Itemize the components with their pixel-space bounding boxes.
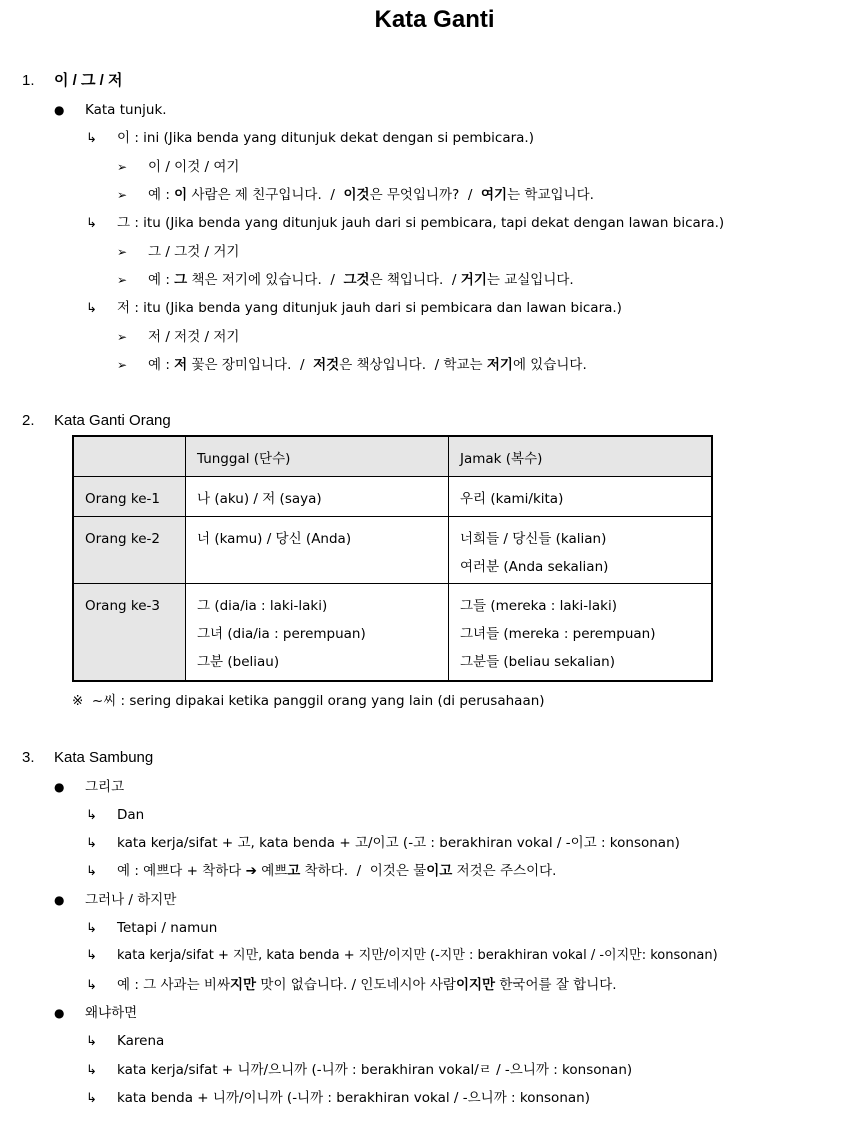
conjunction-title: 왜냐하면	[85, 1005, 138, 1021]
bold-word: 이	[174, 187, 188, 203]
page-title: Kata Ganti	[374, 6, 495, 33]
sub-item-example	[86, 862, 556, 881]
down-right-arrow-icon: ↳	[86, 1063, 97, 1078]
table-row	[73, 517, 712, 584]
example-text: 은 책입니다. /	[369, 272, 461, 288]
arrowhead-icon: ➢	[117, 273, 128, 287]
forms-text: 그 / 그것 / 거기	[148, 244, 240, 260]
bold-word: 고	[287, 863, 301, 879]
cell-line: 너 (kamu) / 당신 (Anda)	[197, 531, 352, 547]
arrowhead-icon: ➢	[117, 330, 128, 344]
example-text: 착하다. / 이것은 물	[300, 863, 427, 879]
arrow-item-example	[117, 271, 574, 289]
conjunction-group	[54, 891, 176, 909]
bold-word: 이지만	[455, 977, 496, 993]
down-right-arrow-icon: ↳	[86, 216, 97, 231]
bold-word: 저기	[486, 357, 513, 373]
down-right-arrow-icon: ↳	[86, 864, 97, 879]
section-title: 이 / 그 / 저	[54, 72, 123, 89]
sub-item-text: kata kerja/sifat + 지만, kata benda + 지만/이지만 (-지만 : berakhiran vokal / -이지만: konsonan)	[117, 948, 718, 963]
bold-word: 저것	[313, 357, 340, 373]
forms-text: 저 / 저것 / 저기	[148, 329, 240, 345]
cell-line: 그 (dia/ia : laki-laki)	[197, 598, 328, 614]
section-number: 2.	[22, 412, 35, 429]
table-cell	[186, 584, 449, 682]
example-text: 꽃은 장미입니다. /	[187, 357, 314, 373]
arrowhead-icon: ➢	[117, 245, 128, 259]
example-prefix: 예 :	[148, 187, 175, 203]
sub-item-example	[86, 976, 617, 995]
section-3-heading	[22, 749, 153, 767]
arrow-item-example	[117, 356, 587, 374]
bold-word: 거기	[460, 272, 487, 288]
cell-line: 우리 (kami/kita)	[460, 491, 564, 507]
conjunction-group	[54, 778, 124, 796]
example-text: 예 : 그 사과는 비싸	[117, 977, 231, 993]
section-title: Kata Ganti Orang	[54, 412, 171, 429]
bold-word: 지만	[230, 977, 257, 993]
table-cell	[449, 584, 713, 682]
cell-line: 너희들 / 당신들 (kalian)	[460, 531, 607, 547]
cell-line: 여러분 (Anda sekalian)	[460, 559, 609, 575]
bullet-text: Kata tunjuk.	[85, 102, 167, 118]
sub-item	[86, 806, 144, 825]
conjunction-title: 그러나 / 하지만	[85, 892, 177, 908]
example-prefix: 예 :	[148, 272, 175, 288]
table-note: ※ ~씨 : sering dipakai ketika panggil orang yang lain (di perusahaan)	[72, 693, 545, 709]
down-right-arrow-icon: ↳	[86, 836, 97, 851]
sub-item-text: 저 : itu (Jika benda yang ditunjuk jauh dari si pembicara dan lawan bicara.)	[117, 300, 622, 316]
bullet-icon: ●	[54, 103, 65, 117]
sub-item-text: Karena	[117, 1033, 165, 1049]
arrowhead-icon: ➢	[117, 188, 128, 202]
arrow-item	[117, 328, 239, 346]
table-cell	[186, 477, 449, 517]
down-right-arrow-icon: ↳	[86, 978, 97, 993]
bullet-icon: ●	[54, 1006, 65, 1020]
table-header-cell	[73, 436, 186, 477]
section-number: 3.	[22, 749, 35, 766]
bold-word: 여기	[480, 187, 508, 203]
sub-item-text: kata benda + 니까/이니까 (-니까 : berakhiran vokal / -으니까 : konsonan)	[117, 1090, 590, 1106]
down-right-arrow-icon: ↳	[86, 1091, 97, 1106]
down-right-arrow-icon: ↳	[86, 948, 97, 963]
bullet-item	[54, 101, 167, 119]
arrow-item-example	[117, 186, 594, 204]
example-text: 예 : 예쁘다 + 착하다 ➔ 예쁘	[117, 863, 288, 879]
sub-item-text: Dan	[117, 807, 145, 823]
cell-line: 그들 (mereka : laki-laki)	[460, 598, 617, 614]
cell-line: 그녀 (dia/ia : perempuan)	[197, 626, 366, 642]
sub-item-text: Tetapi / namun	[117, 920, 218, 936]
example-text: 맛이 없습니다. / 인도네시아 사람	[256, 977, 456, 993]
example-text: 저것은 주스이다.	[452, 863, 557, 879]
bullet-icon: ●	[54, 893, 65, 907]
cell-line: 나 (aku) / 저 (saya)	[197, 491, 322, 507]
arrowhead-icon: ➢	[117, 160, 128, 174]
row-label: Orang ke-2	[73, 517, 186, 584]
arrow-item	[117, 158, 239, 176]
table-header-cell: Jamak (복수)	[449, 436, 713, 477]
section-1-heading	[22, 72, 122, 90]
example-text: 사람은 제 친구입니다. /	[187, 187, 344, 203]
sub-item-i	[86, 129, 534, 148]
section-title: Kata Sambung	[54, 749, 154, 766]
down-right-arrow-icon: ↳	[86, 131, 97, 146]
row-label: Orang ke-3	[73, 584, 186, 682]
sub-item-jeo	[86, 299, 622, 318]
sub-item	[86, 1061, 632, 1080]
pronoun-table	[72, 435, 713, 682]
bold-word: 저	[174, 357, 188, 373]
section-number: 1.	[22, 72, 35, 89]
section-2-heading	[22, 412, 171, 430]
sub-item	[86, 919, 217, 938]
sub-item	[86, 947, 718, 965]
cell-line: 그분들 (beliau sekalian)	[460, 654, 615, 670]
bold-word: 그것	[343, 272, 370, 288]
sub-item	[86, 1032, 164, 1051]
row-label: Orang ke-1	[73, 477, 186, 517]
table-header-cell: Tunggal (단수)	[186, 436, 449, 477]
sub-item	[86, 1089, 590, 1108]
down-right-arrow-icon: ↳	[86, 921, 97, 936]
sub-item-text: kata kerja/sifat + 니까/으니까 (-니까 : berakhiran vokal/ㄹ / -으니까 : konsonan)	[117, 1062, 633, 1078]
sub-item	[86, 834, 680, 853]
forms-text: 이 / 이것 / 여기	[148, 159, 240, 175]
table-header-row	[73, 436, 712, 477]
example-text: 에 있습니다.	[512, 357, 587, 373]
arrow-item	[117, 243, 239, 261]
example-text: 한국어를 잘 합니다.	[495, 977, 617, 993]
bold-word: 이것	[343, 187, 370, 203]
example-text: 는 학교입니다.	[507, 187, 594, 203]
conjunction-title: 그리고	[85, 779, 125, 795]
down-right-arrow-icon: ↳	[86, 1034, 97, 1049]
sub-item-geu	[86, 214, 724, 233]
down-right-arrow-icon: ↳	[86, 808, 97, 823]
cell-line: 그분 (beliau)	[197, 654, 280, 670]
cell-line: 그녀들 (mereka : perempuan)	[460, 626, 656, 642]
table-cell	[449, 517, 713, 584]
table-row	[73, 477, 712, 517]
table-cell	[186, 517, 449, 584]
arrowhead-icon: ➢	[117, 358, 128, 372]
conjunction-group	[54, 1004, 137, 1022]
sub-item-text: 그 : itu (Jika benda yang ditunjuk jauh dari si pembicara, tapi dekat dengan lawan bicara.)	[117, 215, 725, 231]
example-text: 는 교실입니다.	[486, 272, 574, 288]
sub-item-text: 이 : ini (Jika benda yang ditunjuk dekat dengan si pembicara.)	[117, 130, 534, 146]
example-prefix: 예 :	[148, 357, 175, 373]
example-text: 은 책상입니다. / 학교는	[339, 357, 487, 373]
example-text: 은 무엇입니까? /	[369, 187, 481, 203]
sub-item-text: kata kerja/sifat + 고, kata benda + 고/이고 (-고 : berakhiran vokal / -이고 : konsonan)	[117, 835, 680, 851]
table-row	[73, 584, 712, 682]
down-right-arrow-icon: ↳	[86, 301, 97, 316]
bullet-icon: ●	[54, 780, 65, 794]
table-cell	[449, 477, 713, 517]
bold-word: 그	[174, 272, 188, 288]
example-text: 책은 저기에 있습니다. /	[187, 272, 344, 288]
bold-word: 이고	[426, 863, 453, 879]
